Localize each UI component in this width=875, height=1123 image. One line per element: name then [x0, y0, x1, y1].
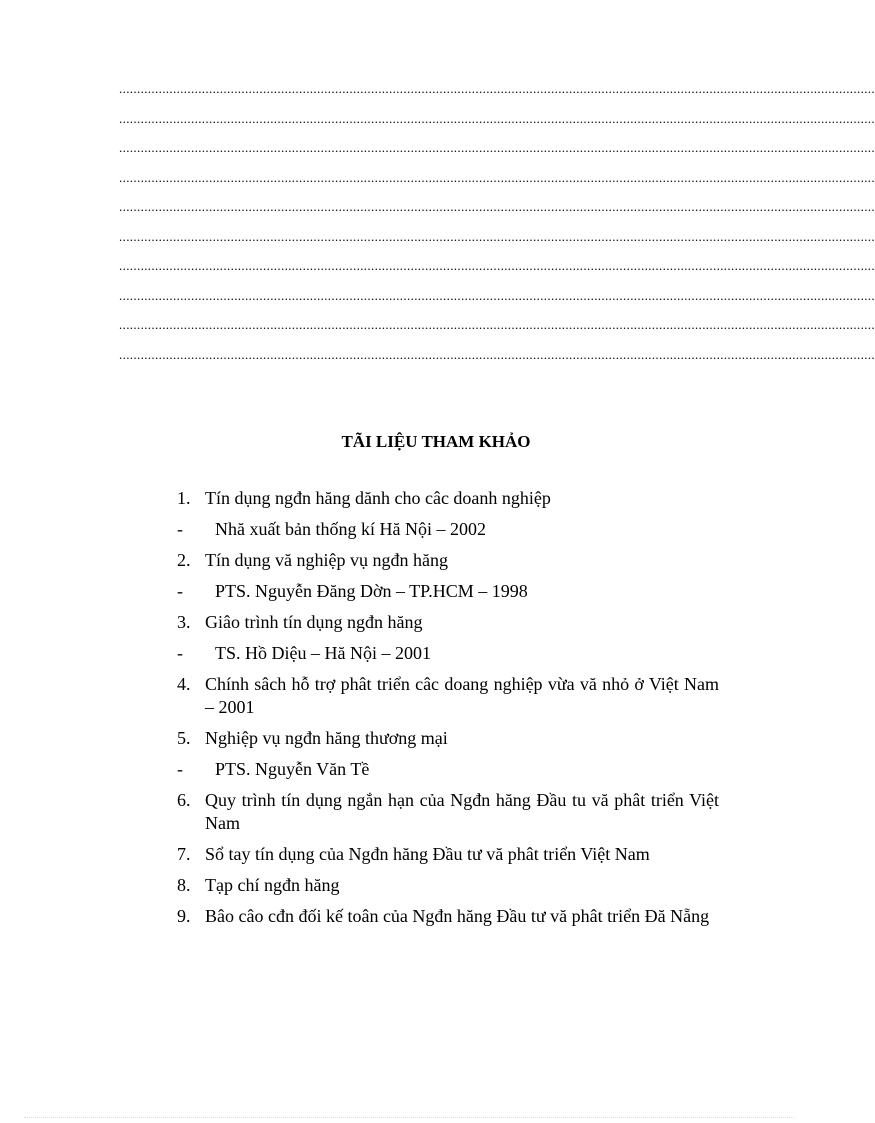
dotted-lines-block	[119, 80, 875, 375]
page-bottom-divider	[24, 1117, 794, 1118]
reference-number: 7.	[177, 844, 191, 864]
reference-item	[177, 549, 719, 572]
reference-item	[177, 611, 719, 634]
reference-title: Chính sâch hỗ trợ phât triển câc doang nghiệp vừa vă nhỏ ở Việt Nam – 2001	[205, 674, 719, 717]
reference-dash: -	[177, 519, 183, 539]
dotted-line: ..................................................................................................................................................................................................................	[119, 228, 875, 244]
dotted-line: ..................................................................................................................................................................................................................	[119, 317, 875, 332]
reference-number: 6.	[177, 790, 191, 810]
reference-number: 5.	[177, 728, 191, 748]
dotted-line: ..................................................................................................................................................................................................................	[119, 110, 875, 126]
reference-title: Tín dụng ngđn hăng dănh cho câc doanh nghiệp	[205, 488, 551, 508]
reference-dash: -	[177, 581, 183, 601]
reference-number: 2.	[177, 550, 191, 570]
section-heading: TÃI LIỆU THAM KHẢO	[341, 432, 531, 451]
reference-item	[177, 843, 719, 866]
dotted-line: ..................................................................................................................................................................................................................	[119, 258, 875, 273]
reference-number: 1.	[177, 488, 191, 508]
reference-number: 8.	[177, 875, 191, 895]
reference-detail	[177, 518, 719, 541]
reference-dash: -	[177, 759, 183, 779]
reference-number: 4.	[177, 674, 191, 694]
reference-item	[177, 874, 719, 897]
reference-source: Nhă xuất bản thống kí Hă Nội – 2002	[215, 519, 486, 539]
reference-item	[177, 487, 719, 510]
reference-title: Quy trình tín dụng ngắn hạn của Ngđn hăng Đầu tu vă phât triển Việt Nam	[205, 790, 719, 833]
reference-title: Giâo trình tín dụng ngđn hăng	[205, 612, 423, 632]
reference-detail	[177, 758, 719, 781]
reference-source: PTS. Nguyễn Đăng Dờn – TP.HCM – 1998	[215, 581, 528, 601]
dotted-line: ..................................................................................................................................................................................................................	[119, 81, 875, 96]
reference-number: 3.	[177, 612, 191, 632]
reference-list	[177, 487, 719, 936]
reference-title: Sổ tay tín dụng của Ngđn hăng Đầu tư vă phât triển Việt Nam	[205, 844, 650, 864]
reference-title: Bâo câo cđn đối kế toân của Ngđn hăng Đầu tư vă phât triển Đă Nẵng	[205, 906, 710, 926]
reference-source: PTS. Nguyễn Văn Tề	[215, 759, 370, 779]
reference-title: Nghiệp vụ ngđn hăng thương mại	[205, 728, 448, 748]
dotted-line: ..................................................................................................................................................................................................................	[119, 346, 875, 362]
reference-detail	[177, 642, 719, 665]
reference-detail	[177, 580, 719, 603]
reference-title: Tín dụng vă nghiệp vụ ngđn hăng	[205, 550, 448, 570]
reference-item	[177, 789, 719, 835]
dotted-line: ..................................................................................................................................................................................................................	[119, 287, 875, 303]
dotted-line: ..................................................................................................................................................................................................................	[119, 140, 875, 155]
reference-title: Tạp chí ngđn hăng	[205, 875, 340, 895]
reference-item	[177, 727, 719, 750]
reference-number: 9.	[177, 906, 191, 926]
reference-item	[177, 673, 719, 719]
reference-dash: -	[177, 643, 183, 663]
reference-item	[177, 905, 719, 928]
reference-source: TS. Hồ Diệu – Hă Nội – 2001	[215, 643, 431, 663]
dotted-line: ..................................................................................................................................................................................................................	[119, 199, 875, 214]
dotted-line: ..................................................................................................................................................................................................................	[119, 169, 875, 185]
